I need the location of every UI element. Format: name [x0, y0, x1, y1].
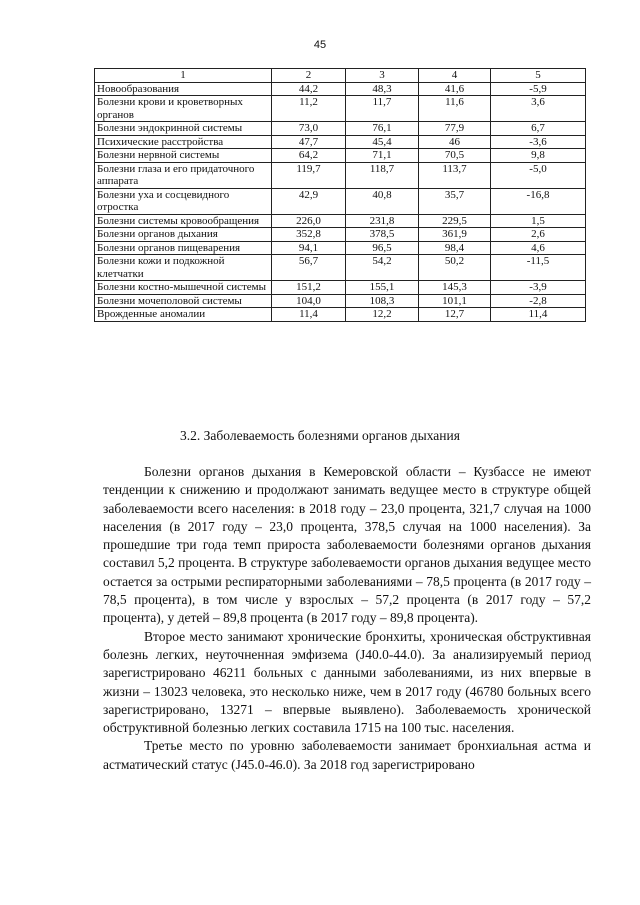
table-row: [95, 82, 586, 96]
change-cell: 11,4: [491, 308, 586, 322]
section-title: 3.2. Заболеваемость болезнями органов дыхания: [180, 428, 460, 443]
value-cell: 101,1: [419, 294, 491, 308]
change-cell: 1,5: [491, 214, 586, 228]
body-text: [103, 463, 591, 774]
disease-name-cell: Болезни эндокринной системы: [95, 122, 272, 136]
value-cell: 56,7: [272, 255, 346, 281]
value-cell: 98,4: [419, 241, 491, 255]
table-row: [95, 135, 586, 149]
table-row: [95, 149, 586, 163]
value-cell: 71,1: [346, 149, 419, 163]
value-cell: 104,0: [272, 294, 346, 308]
disease-name-cell: Болезни нервной системы: [95, 149, 272, 163]
disease-name-cell: Врожденные аномалии: [95, 308, 272, 322]
column-header: 5: [491, 69, 586, 83]
change-cell: 2,6: [491, 228, 586, 242]
disease-name-cell: Болезни кожи и подкожной клетчатки: [95, 255, 272, 281]
change-cell: 6,7: [491, 122, 586, 136]
value-cell: 12,2: [346, 308, 419, 322]
disease-name-cell: Болезни органов дыхания: [95, 228, 272, 242]
table-row: [95, 308, 586, 322]
value-cell: 54,2: [346, 255, 419, 281]
value-cell: 47,7: [272, 135, 346, 149]
value-cell: 42,9: [272, 188, 346, 214]
value-cell: 50,2: [419, 255, 491, 281]
value-cell: 35,7: [419, 188, 491, 214]
table-row: [95, 228, 586, 242]
value-cell: 226,0: [272, 214, 346, 228]
column-header: 1: [95, 69, 272, 83]
table-row: [95, 241, 586, 255]
table-row: [95, 214, 586, 228]
value-cell: 40,8: [346, 188, 419, 214]
change-cell: 3,6: [491, 96, 586, 122]
value-cell: 73,0: [272, 122, 346, 136]
value-cell: 11,4: [272, 308, 346, 322]
change-cell: -16,8: [491, 188, 586, 214]
table-row: [95, 188, 586, 214]
value-cell: 64,2: [272, 149, 346, 163]
table-row: [95, 255, 586, 281]
value-cell: 378,5: [346, 228, 419, 242]
value-cell: 155,1: [346, 281, 419, 295]
value-cell: 46: [419, 135, 491, 149]
value-cell: 76,1: [346, 122, 419, 136]
table-row: [95, 162, 586, 188]
table-header-row: [95, 69, 586, 83]
change-cell: 4,6: [491, 241, 586, 255]
value-cell: 41,6: [419, 82, 491, 96]
value-cell: 113,7: [419, 162, 491, 188]
change-cell: -2,8: [491, 294, 586, 308]
value-cell: 119,7: [272, 162, 346, 188]
table-row: [95, 122, 586, 136]
disease-name-cell: Болезни системы кровообращения: [95, 214, 272, 228]
value-cell: 44,2: [272, 82, 346, 96]
value-cell: 352,8: [272, 228, 346, 242]
table-row: [95, 281, 586, 295]
value-cell: 77,9: [419, 122, 491, 136]
change-cell: -5,0: [491, 162, 586, 188]
table-row: [95, 96, 586, 122]
value-cell: 11,2: [272, 96, 346, 122]
value-cell: 108,3: [346, 294, 419, 308]
disease-name-cell: Психические расстройства: [95, 135, 272, 149]
value-cell: 11,6: [419, 96, 491, 122]
disease-name-cell: Болезни костно-мышечной системы: [95, 281, 272, 295]
value-cell: 229,5: [419, 214, 491, 228]
value-cell: 70,5: [419, 149, 491, 163]
disease-name-cell: Болезни мочеполовой системы: [95, 294, 272, 308]
column-header: 4: [419, 69, 491, 83]
change-cell: -11,5: [491, 255, 586, 281]
value-cell: 118,7: [346, 162, 419, 188]
column-header: 3: [346, 69, 419, 83]
value-cell: 145,3: [419, 281, 491, 295]
value-cell: 94,1: [272, 241, 346, 255]
change-cell: 9,8: [491, 149, 586, 163]
change-cell: -3,9: [491, 281, 586, 295]
value-cell: 45,4: [346, 135, 419, 149]
column-header: 2: [272, 69, 346, 83]
value-cell: 96,5: [346, 241, 419, 255]
value-cell: 151,2: [272, 281, 346, 295]
paragraph: Болезни органов дыхания в Кемеровской области – Кузбассе не имеют тенденции к снижению и продолжают занимать ведущее место в структуре общей заболеваемости всего населения: в 2018 году – 23,0 процента, 321,7 случая на 1000 населения (в 2017 году – 23,0 процента, 378,5 случая на 1000 населения). За прошедшие три года темп прироста заболеваемости болезнями органов дыхания составил 5,2 процента. В структуре заболеваемости органов дыхания ведущее место остается за острыми респираторными заболеваниями – 78,5 процента (в 2017 году – 78,5 процента), в том числе у взрослых – 57,2 процента (в 2017 году – 57,2 процента), у детей – 89,8 процента (в 2017 году – 89,8 процента).: [103, 464, 591, 626]
value-cell: 48,3: [346, 82, 419, 96]
disease-name-cell: Новообразования: [95, 82, 272, 96]
value-cell: 11,7: [346, 96, 419, 122]
morbidity-table: [94, 68, 586, 322]
paragraph: Третье место по уровню заболеваемости занимает бронхиальная астма и астматический статус (J45.0-46.0). За 2018 год зарегистрировано: [103, 738, 591, 772]
value-cell: 361,9: [419, 228, 491, 242]
paragraph: Второе место занимают хронические бронхиты, хроническая обструктивная болезнь легких, неуточненная эмфизема (J40.0-44.0). За анализируемый период зарегистрировано 46211 больных с данными заболеваниями, из них впервые в жизни – 13023 человека, это несколько ниже, чем в 2017 году (46780 больных всего зарегистрировано, 13271 – впервые выявлено). Заболеваемость хронической обструктивной болезнью легких составила 1715 на 100 тыс. населения.: [103, 628, 591, 736]
disease-name-cell: Болезни крови и кроветворных органов: [95, 96, 272, 122]
page-number: 45: [313, 39, 327, 51]
table-row: [95, 294, 586, 308]
value-cell: 12,7: [419, 308, 491, 322]
disease-name-cell: Болезни органов пищеварения: [95, 241, 272, 255]
disease-name-cell: Болезни уха и сосцевидного отростка: [95, 188, 272, 214]
disease-name-cell: Болезни глаза и его придаточного аппарата: [95, 162, 272, 188]
change-cell: -5,9: [491, 82, 586, 96]
change-cell: -3,6: [491, 135, 586, 149]
value-cell: 231,8: [346, 214, 419, 228]
